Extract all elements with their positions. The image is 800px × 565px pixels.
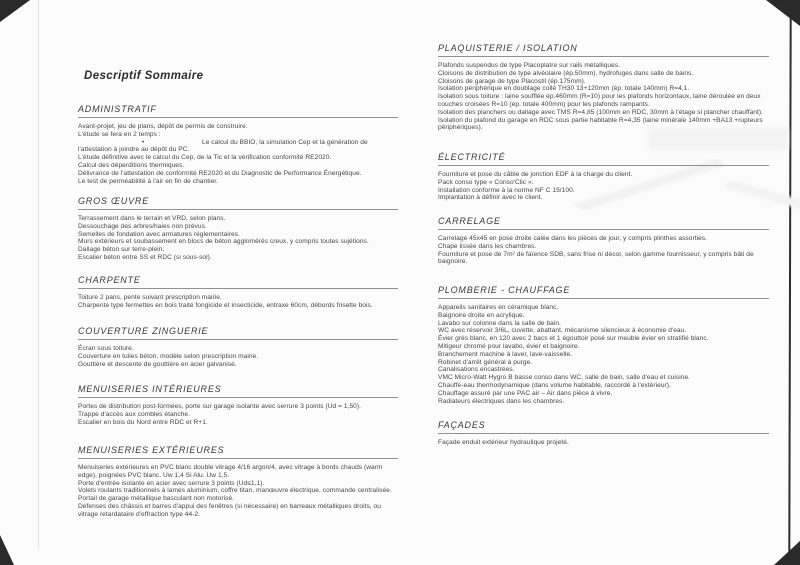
section-rule — [78, 117, 398, 118]
text-line: Trappe d'accès aux combles étanche. — [78, 410, 191, 418]
section-plaquisterie-isolation — [438, 43, 769, 132]
section-rule — [438, 165, 769, 166]
section-administratif — [78, 104, 398, 185]
section-menuiseries-exterieures — [78, 445, 398, 519]
section-body — [78, 123, 398, 185]
scan-corner-top-left — [0, 0, 30, 22]
section-body — [438, 304, 769, 405]
text-line: Volets roulants traditionnels à lames aluminium, coffre titan, manœuvre électrique, commande centralisée. — [78, 487, 392, 495]
text-line: Implantation à définir avec le client. — [438, 194, 543, 202]
text-line: Délivrance de l'attestation de conformité RE2020 et du Diagnostic de Performance Énergétique. — [78, 169, 362, 177]
text-line: Gouttière et descente de gouttière en acier galvanisé. — [78, 360, 237, 368]
text-line: Cloisons de distribution de type alvéolaire (ép.50mm), hydrofuges dans salle de bains. — [438, 69, 694, 77]
text-line: Canalisations encastrées. — [438, 366, 515, 374]
section-rule — [438, 298, 769, 299]
section-facades — [438, 420, 769, 447]
text-line: Lavabo sur colonne dans la salle de bain. — [438, 319, 561, 327]
section-rule — [438, 229, 769, 230]
text-line: Murs extérieurs et soubassement en blocs de béton agglomérés creux, y compris toutes sujétions. — [78, 238, 369, 246]
section-body — [438, 62, 769, 132]
scan-corner-top-right — [766, 0, 800, 26]
section-heading: MENUISERIES INTÉRIEURES — [78, 384, 222, 394]
section-electricite — [438, 152, 769, 202]
scan-corner-bottom-right — [774, 541, 800, 565]
text-line: WC avec réservoir 3/6L, cuvette, abattant, mécanisme silencieux à économie d'eau. — [438, 327, 687, 335]
section-rule — [78, 397, 398, 398]
text-line: Le test de perméabilité à l'air en fin de chantier. — [78, 177, 219, 185]
text-line: Dessouchage des arbres/haies non prévus. — [78, 222, 207, 230]
text-line: Branchement machine à laver, lave-vaisselle. — [438, 350, 573, 358]
text-line: Baignoire droite en acrylique. — [438, 311, 525, 319]
text-line: Calcul des déperditions thermiques. — [78, 161, 185, 169]
text-line: Isolation sous toiture : laine soufflée ép.460mm (R=10) pour les plafonds horizontaux, laine déroulée en deux couches croisées R=10 (ép. totale 400mm) pour les plafonds rampants. — [438, 93, 761, 108]
page-fold-line — [38, 0, 39, 548]
text-line: Radiateurs électriques dans les chambres. — [438, 397, 565, 405]
section-body — [78, 403, 398, 426]
section-carrelage — [438, 216, 769, 266]
text-line: Terrassement dans le terrain et VRD, selon plans. — [78, 215, 226, 222]
section-heading: GROS ŒUVRE — [78, 196, 150, 206]
text-line: Carrelage 45x45 en pose droite calée dans les pièces de jour, y compris plinthes assorties. — [438, 235, 708, 242]
section-gros-uvre — [78, 196, 398, 262]
text-line: • Le calcul du BBIO, la simulation Cep et la génération de l'attestation à joindre au dépôt du PC. — [78, 138, 368, 154]
text-line: Semelles de fondation avec armatures réglementaires. — [78, 230, 240, 238]
section-body — [78, 464, 398, 519]
text-line: L'étude définitive avec le calcul du Cep, de la Tic et la vérification conformité RE2020. — [78, 154, 332, 162]
text-line: Défenses des châssis et barres d'appui des fenêtres (si nécessaire) en barreaux métalliques droits, ou vitrage retardataire d'effraction type 44-2. — [78, 502, 381, 518]
text-line: Cloisons de garage de type Placostil (ép.175mm). — [438, 77, 586, 85]
section-rule — [78, 209, 398, 210]
page-title: Descriptif Sommaire — [84, 69, 204, 82]
text-line: Avant-projet, jeu de plans, dépôt de permis de construire. — [78, 123, 248, 130]
section-rule — [438, 56, 769, 57]
text-line: Façade enduit extérieur hydraulique projeté. — [438, 439, 569, 446]
text-line: Escalier béton entre SS et RDC (si sous-sol). — [78, 253, 212, 261]
column-right — [438, 0, 769, 565]
section-rule — [78, 288, 398, 289]
text-line: Portail de garage métallique basculant non motorisé. — [78, 495, 235, 503]
text-line: Chape lissée dans les chambres. — [438, 242, 537, 250]
section-plomberie-chauffage — [438, 285, 769, 405]
scan-corner-bottom-left — [0, 535, 14, 565]
text-line: L'étude se fera en 2 temps : — [78, 130, 161, 138]
text-line: Dallage béton sur terre-plein. — [78, 246, 165, 254]
text-line: Isolation périphérique en doublage collé TH30 13+120mm (ép. totale 140mm) R=4,1. — [438, 85, 690, 93]
section-body — [438, 235, 769, 266]
section-menuiseries-interieures — [78, 384, 398, 426]
section-heading: CARRELAGE — [438, 216, 501, 226]
section-rule — [78, 339, 398, 340]
text-line: Couverture en tuiles béton, modèle selon prescription mairie. — [78, 352, 259, 360]
section-heading: ÉLECTRICITÉ — [438, 152, 506, 162]
section-heading: FAÇADES — [438, 420, 486, 430]
text-line: Écran sous toiture. — [78, 345, 134, 352]
section-heading: COUVERTURE ZINGUERIE — [78, 326, 209, 336]
section-heading: PLOMBERIE - CHAUFFAGE — [438, 285, 571, 295]
text-line: Robinet d'arrêt général à purge. — [438, 358, 533, 366]
text-line: Isolation des planchers ou dallage avec TMS R=4,85 (100mm en RDC, 30mm à l'étage si plancher chauffant). — [438, 108, 763, 116]
section-body — [78, 215, 398, 262]
text-line: Chauffage assuré par une PAC air – Air dans pièce à vivre. — [438, 389, 613, 397]
text-line: Charpente type fermettes en bois traité fongicide et insecticide, entraxe 60cm, débords frisette bois. — [78, 301, 373, 309]
section-heading: MENUISERIES EXTÉRIEURES — [78, 445, 225, 455]
section-couverture-zinguerie — [78, 326, 398, 368]
text-line: Toiture 2 pans, pente suivant prescription mairie. — [78, 294, 222, 301]
text-line: Mitigeur chromé pour lavabo, évier et baignoire. — [438, 342, 580, 350]
section-body — [78, 294, 398, 310]
text-line: Portes de distribution post-formées, porte sur garage isolante avec serrure 3 points (Ud = 1,50). — [78, 403, 361, 410]
section-charpente — [78, 275, 398, 310]
section-body — [438, 171, 769, 202]
text-line: Évier grès blanc, en 120 avec 2 bacs et 1 égouttoir posé sur meuble évier en stratifié blanc. — [438, 335, 709, 343]
text-line: Menuiseries extérieures en PVC blanc double vitrage 4/16 argon/4, avec vitrage à bords chauds (warm edge), poignées PVC blanc. Uw 1,4 Si Alu. Uw 1,5. — [78, 464, 383, 479]
text-line: Porte d'entrée isolante en acier avec serrure 3 points (Ud≤1,1). — [78, 479, 265, 487]
section-heading: PLAQUISTERIE / ISOLATION — [438, 43, 578, 53]
text-line: Chauffe-eau thermodynamique (dans volume habitable, raccordé à l'extérieur). — [438, 381, 671, 389]
text-line: Escalier en bois du Nord entre RDC et R+1. — [78, 418, 208, 426]
text-line: Plafonds suspendus de type Placoplatre sur rails métalliques. — [438, 62, 621, 69]
text-line: Fourniture et pose du câble de jonction EDF à la charge du client. — [438, 171, 633, 178]
text-line: Fourniture et pose de 7m² de faïence SDB, sans frise ni décor, selon gamme fournisseur, y compris bâti de baignoire. — [438, 250, 754, 266]
section-rule — [438, 433, 769, 434]
text-line: Pack conso type « Conso'Clic ». — [438, 178, 534, 186]
scan-edge-line — [788, 6, 791, 559]
text-line: Installation conforme à la norme NF C 15/100. — [438, 186, 575, 194]
section-rule — [78, 458, 398, 459]
text-line: VMC Micro-Watt Hygro B basse conso dans WC, salle de bain, salle d'eau et cuisine. — [438, 374, 691, 382]
section-heading: CHARPENTE — [78, 275, 141, 285]
column-left — [78, 0, 398, 565]
section-body — [78, 345, 398, 368]
bullet-icon: • — [142, 138, 145, 146]
text-line: Appareils sanitaires en céramique blanc. — [438, 304, 559, 311]
section-heading: ADMINISTRATIF — [78, 104, 157, 114]
section-body — [438, 439, 769, 447]
text-line: Isolation du plafond du garage en RDC sous partie habitable R=4,35 (laine minérale 140mm +BA13 +rupteurs périphériques). — [438, 116, 763, 132]
